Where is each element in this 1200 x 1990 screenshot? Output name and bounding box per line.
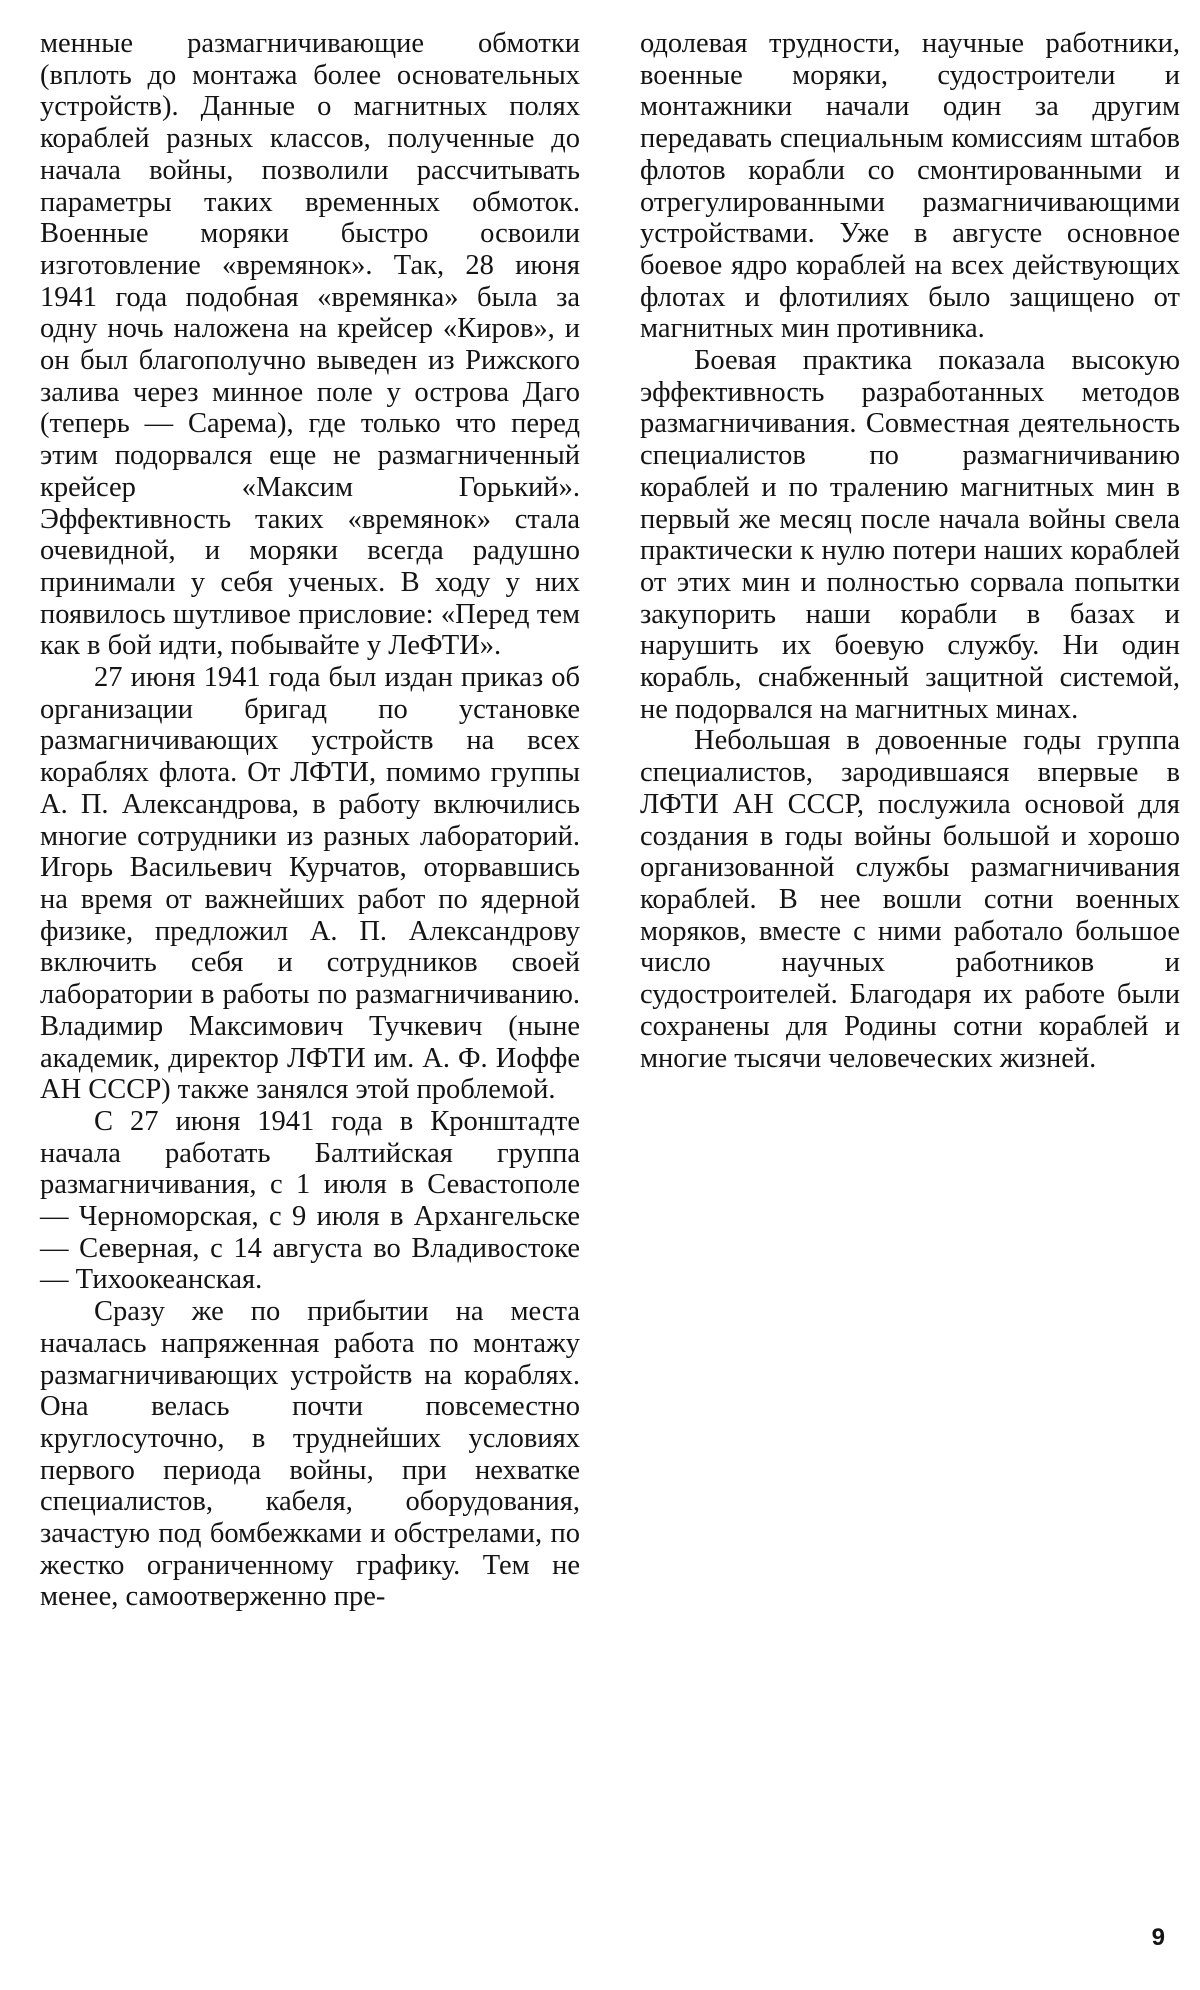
- paragraph: 27 июня 1941 года был издан приказ об организации бригад по установке размагничивающих устройств на всех кораблях флота. От ЛФТИ, помимо группы А. П. Александрова, в работу включились многие сотрудники из разных лабораторий. Игорь Васильевич Курчатов, оторвавшись на время от важнейших работ по ядерной физике, предложил А. П. Александрову включить себя и сотрудников своей лаборатории в работы по размагничиванию. Владимир Максимович Тучкевич (ныне академик, директор ЛФТИ им. А. Ф. Иоффе АН СССР) также занялся этой проблемой.: [40, 662, 580, 1106]
- paragraph: Боевая практика показала высокую эффективность разработанных методов размагничивания. Совместная деятельность специалистов по размагничиванию кораблей и по тралению магнитных мин в первый же месяц после начала войны свела практически к нулю потери наших кораблей от этих мин и полностью сорвала попытки закупорить наши корабли в базах и нарушить их боевую службу. Ни один корабль, снабженный защитной системой, не подорвался на магнитных минах.: [640, 345, 1180, 725]
- paragraph: Небольшая в довоенные годы группа специалистов, зародившаяся впервые в ЛФТИ АН СССР, послужила основой для создания в годы войны большой и хорошо организованной службы размагничивания кораблей. В нее вошли сотни военных моряков, вместе с ними работало большое число научных работников и судостроителей. Благодаря их работе были сохранены для Родины сотни кораблей и многие тысячи человеческих жизней.: [640, 725, 1180, 1074]
- right-text-column: [640, 28, 1180, 1074]
- left-text-column: [40, 28, 580, 1613]
- paragraph: Сразу же по прибытии на места началась напряженная работа по монтажу размагничивающих устройств на кораблях. Она велась почти повсеместно круглосуточно, в труднейших условиях первого периода войны, при нехватке специалистов, кабеля, оборудования, зачастую под бомбежками и обстрелами, по жестко ограниченному графику. Тем не менее, самоотверженно пре-: [40, 1296, 580, 1613]
- paragraph: менные размагничивающие обмотки (вплоть до монтажа более основательных устройств). Данные о магнитных полях кораблей разных классов, полученные до начала войны, позволили рассчитывать параметры таких временных обмоток. Военные моряки быстро освоили изготовление «времянок». Так, 28 июня 1941 года подобная «времянка» была за одну ночь наложена на крейсер «Киров», и он был благополучно выведен из Рижского залива через минное поле у острова Даго (теперь — Сарема), где только что перед этим подорвался еще не размагниченный крейсер «Максим Горький». Эффективность таких «времянок» стала очевидной, и моряки всегда радушно принимали у себя ученых. В ходу у них появилось шутливое присловие: «Перед тем как в бой идти, побывайте у ЛеФТИ».: [40, 28, 580, 662]
- paragraph: одолевая трудности, научные работники, военные моряки, судостроители и монтажники начали один за другим передавать специальным комиссиям штабов флотов корабли со смонтированными и отрегулированными размагничивающими устройствами. Уже в августе основное боевое ядро кораблей на всех действующих флотах и флотилиях было защищено от магнитных мин противника.: [640, 28, 1180, 345]
- page-number: 9: [1151, 1924, 1165, 1951]
- paragraph: С 27 июня 1941 года в Кронштадте начала работать Балтийская группа размагничивания, с 1 июля в Севастополе — Черноморская, с 9 июля в Архангельске — Северная, с 14 августа во Владивостоке — Тихоокеанская.: [40, 1105, 580, 1296]
